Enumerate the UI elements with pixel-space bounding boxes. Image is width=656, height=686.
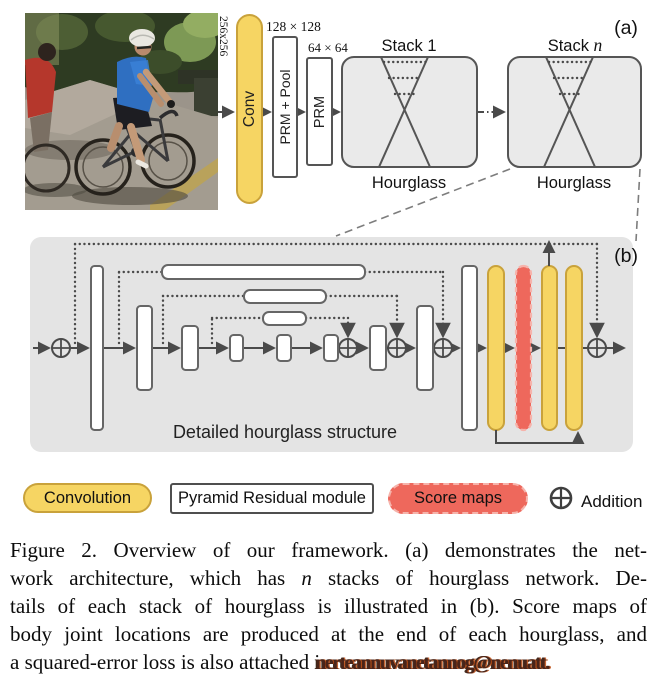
conv-label: Conv xyxy=(241,90,258,128)
legend-addition-label: Addition xyxy=(581,492,643,511)
score-maps-bar xyxy=(516,266,531,430)
stack1-label: Stack 1 xyxy=(381,37,437,55)
panel-b-label: (b) xyxy=(614,245,638,267)
conv-bar-3 xyxy=(566,266,582,430)
panel-b-caption: Detailed hourglass structure xyxy=(172,422,398,442)
hourglass1-label: Hourglass xyxy=(371,174,447,192)
figure-caption xyxy=(10,536,647,677)
hourglass-stack-1 xyxy=(342,57,477,167)
legend-convolution-label: Convolution xyxy=(43,488,132,507)
legend-convolution xyxy=(23,483,152,513)
prm-label: PRM xyxy=(312,95,328,129)
size-128-label: 128 × 128 xyxy=(266,19,321,34)
caption-line-3: tails of each stack of hourglass is illustrated in (b). Score maps of xyxy=(10,594,647,618)
legend-score-maps-label: Score maps xyxy=(413,489,503,507)
hourglass2-label: Hourglass xyxy=(536,174,612,192)
watermark-overlay: nerteannuvanetannog@nenuatt. xyxy=(315,652,550,674)
conv-bar-2 xyxy=(542,266,557,430)
prm-pool-label: PRM + Pool xyxy=(277,69,293,145)
caption-line-5: a squared-error loss is also attached inerteannuvanetannog@nenuatt. xyxy=(10,650,550,674)
addition-icon xyxy=(549,486,573,510)
caption-line-4: body joint locations are produced at the end of each hourglass, and xyxy=(10,622,647,646)
legend-score-maps xyxy=(388,483,528,514)
hourglass-stack-n xyxy=(508,57,641,167)
size-64-label: 64 × 64 xyxy=(308,40,348,55)
conv-bar-1 xyxy=(488,266,504,430)
stackn-label: Stack n xyxy=(547,35,603,55)
input-size-label: 256x256 xyxy=(217,16,229,57)
legend-prm xyxy=(170,483,374,514)
legend-prm-label: Pyramid Residual module xyxy=(177,489,366,507)
caption-line-1: Figure 2. Overview of our framework. (a) demonstrates the net- xyxy=(10,538,647,562)
caption-line-2: work architecture, which has n stacks of hourglass network. De- xyxy=(10,566,647,590)
panel-a-label: (a) xyxy=(614,17,638,39)
input-photo xyxy=(23,10,227,210)
